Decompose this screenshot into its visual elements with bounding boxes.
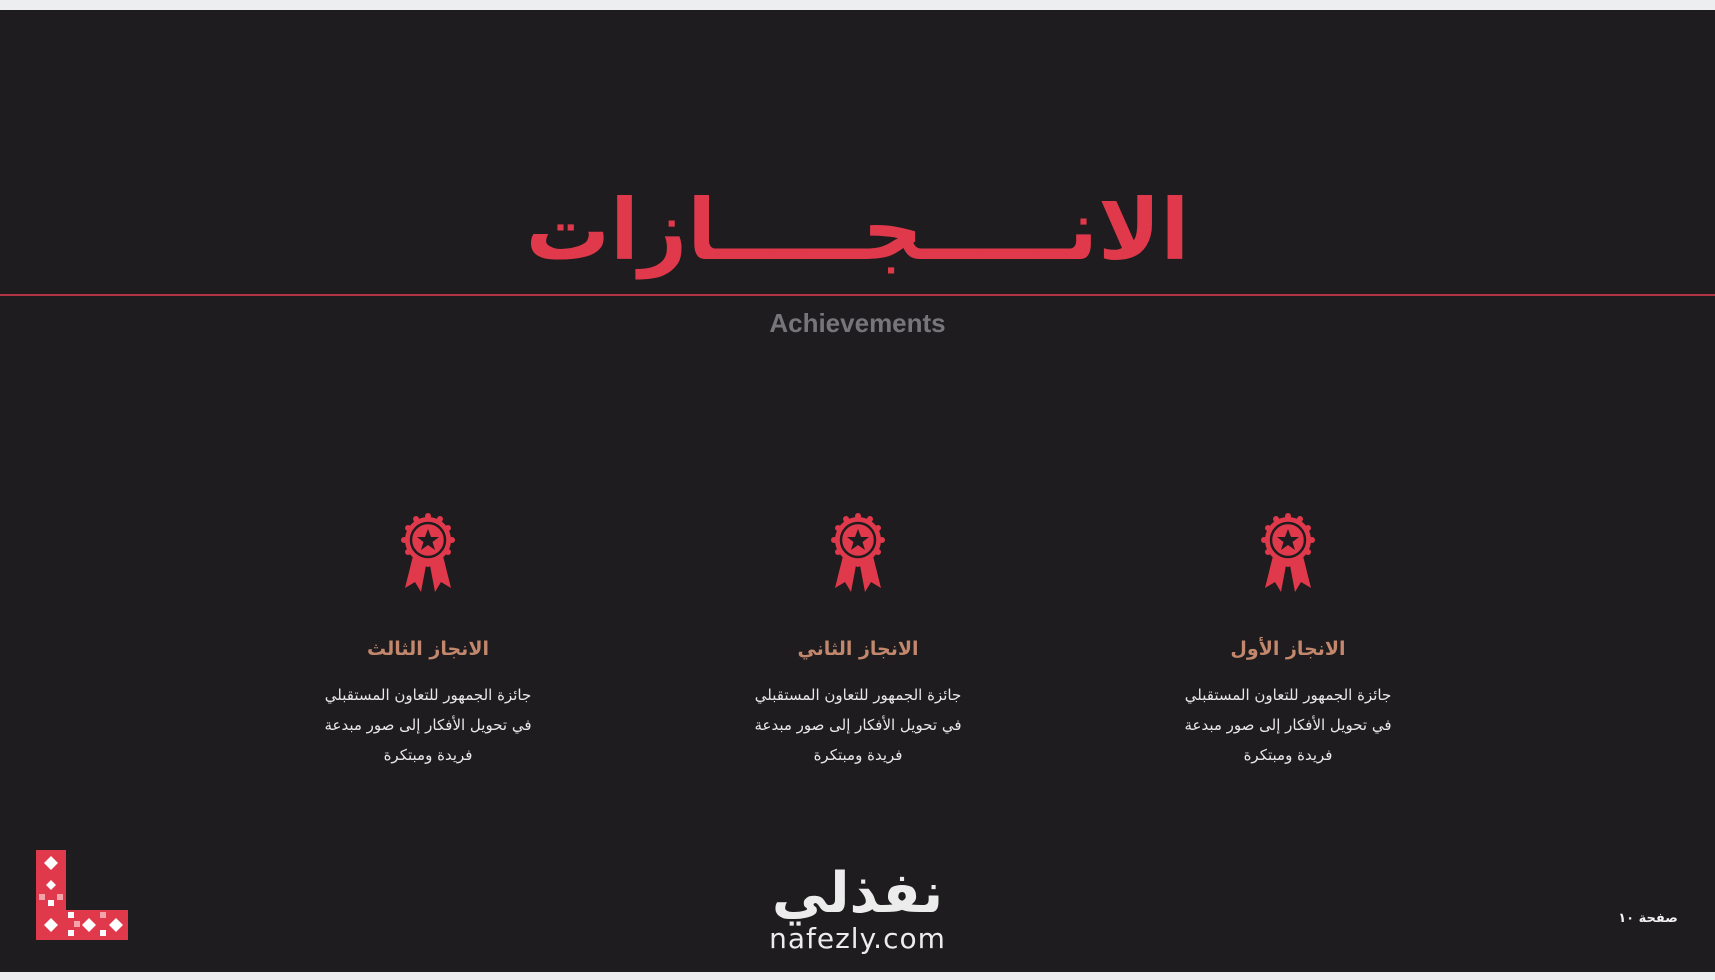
achievement-desc-line: في تحويل الأفكار إلى صور مبدعة	[1184, 716, 1392, 734]
slide-canvas	[0, 10, 1715, 972]
top-strip	[0, 0, 1715, 10]
achievement-card-3	[268, 512, 588, 770]
slide-title: الانـــــجـــــازات	[525, 181, 1190, 279]
slide-subtitle: Achievements	[769, 308, 946, 338]
achievement-title: الانجاز الأول	[1230, 638, 1346, 660]
achievement-title: الانجاز الثاني	[797, 638, 919, 660]
title-divider	[0, 294, 1715, 296]
achievement-card-2	[698, 512, 1018, 770]
page-number-label: صفحة ١٠	[1618, 911, 1678, 926]
red-pattern-icon	[36, 850, 128, 940]
bottom-strip	[0, 972, 1715, 980]
achievement-desc-line: في تحويل الأفكار إلى صور مبدعة	[324, 716, 532, 734]
achievement-desc-line: في تحويل الأفكار إلى صور مبدعة	[754, 716, 962, 734]
award-ribbon-icon	[1257, 512, 1319, 598]
award-ribbon-icon	[827, 512, 889, 598]
brand-logo-url: nafezly.com	[769, 922, 946, 955]
achievement-desc-line: جائزة الجمهور للتعاون المستقبلي	[324, 686, 532, 704]
achievement-desc-line: فريدة ومبتكرة	[1243, 746, 1333, 764]
achievement-desc-line: جائزة الجمهور للتعاون المستقبلي	[754, 686, 962, 704]
brand-logo-arabic: نفذلي	[771, 861, 944, 926]
brand-logo	[700, 862, 1015, 956]
achievement-description	[1128, 680, 1448, 770]
achievement-desc-line: فريدة ومبتكرة	[813, 746, 903, 764]
achievement-desc-line: فريدة ومبتكرة	[383, 746, 473, 764]
achievement-desc-line: جائزة الجمهور للتعاون المستقبلي	[1184, 686, 1392, 704]
award-ribbon-icon	[397, 512, 459, 598]
achievement-description	[698, 680, 1018, 770]
achievement-card-1	[1128, 512, 1448, 770]
achievement-description	[268, 680, 588, 770]
achievement-title: الانجاز الثالث	[367, 638, 489, 660]
